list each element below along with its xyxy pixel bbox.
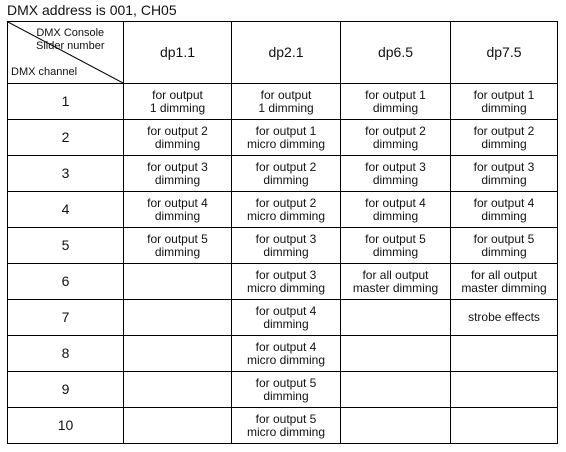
function-cell <box>124 372 232 408</box>
function-cell: for output 3 dimming <box>232 228 341 264</box>
channel-number-cell: 10 <box>8 408 124 444</box>
table-row <box>8 336 558 372</box>
function-cell: for output 1 micro dimming <box>232 120 341 156</box>
function-cell <box>341 372 451 408</box>
function-cell <box>451 336 558 372</box>
corner-label-channel: DMX channel <box>11 66 78 78</box>
table-row <box>8 300 558 336</box>
function-cell: for output 4 dimming <box>232 300 341 336</box>
channel-number-cell: 9 <box>8 372 124 408</box>
function-cell: strobe effects <box>451 300 558 336</box>
function-cell <box>341 408 451 444</box>
table-row <box>8 120 558 156</box>
column-header: dp2.1 <box>232 22 341 84</box>
function-cell: for output 2 dimming <box>451 120 558 156</box>
table-row <box>8 156 558 192</box>
function-cell: for output 5 dimming <box>341 228 451 264</box>
channel-number-cell: 1 <box>8 84 124 120</box>
channel-number-cell: 5 <box>8 228 124 264</box>
function-cell: for output 5 dimming <box>451 228 558 264</box>
page-title: DMX address is 001, CH05 <box>7 2 177 18</box>
function-cell: for output 1 dimming <box>124 84 232 120</box>
dmx-channel-table <box>7 21 558 444</box>
channel-number-cell: 2 <box>8 120 124 156</box>
function-cell <box>124 408 232 444</box>
function-cell: for output 4 dimming <box>341 192 451 228</box>
column-header: dp7.5 <box>451 22 558 84</box>
corner-label-slider: DMX Console Slider number <box>36 27 105 52</box>
function-cell: for output 3 micro dimming <box>232 264 341 300</box>
column-header: dp1.1 <box>124 22 232 84</box>
function-cell: for all output master dimming <box>341 264 451 300</box>
function-cell: for output 1 dimming <box>232 84 341 120</box>
channel-number-cell: 4 <box>8 192 124 228</box>
channel-number-cell: 3 <box>8 156 124 192</box>
function-cell: for output 5 dimming <box>232 372 341 408</box>
table-row <box>8 84 558 120</box>
column-header: dp6.5 <box>341 22 451 84</box>
function-cell: for output 3 dimming <box>341 156 451 192</box>
function-cell <box>451 372 558 408</box>
corner-header-cell <box>8 22 124 84</box>
table-row <box>8 264 558 300</box>
function-cell: for output 2 dimming <box>124 120 232 156</box>
function-cell <box>341 336 451 372</box>
table-row <box>8 192 558 228</box>
function-cell: for all output master dimming <box>451 264 558 300</box>
function-cell: for output 5 micro dimming <box>232 408 341 444</box>
function-cell: for output 5 dimming <box>124 228 232 264</box>
function-cell <box>124 300 232 336</box>
function-cell <box>124 264 232 300</box>
header-row <box>8 22 558 84</box>
function-cell: for output 1 dimming <box>451 84 558 120</box>
function-cell: for output 1 dimming <box>341 84 451 120</box>
table-row <box>8 372 558 408</box>
table-row <box>8 408 558 444</box>
table-row <box>8 228 558 264</box>
function-cell: for output 4 dimming <box>124 192 232 228</box>
function-cell: for output 2 dimming <box>232 156 341 192</box>
function-cell: for output 4 micro dimming <box>232 336 341 372</box>
function-cell: for output 2 micro dimming <box>232 192 341 228</box>
function-cell <box>341 300 451 336</box>
function-cell: for output 3 dimming <box>451 156 558 192</box>
function-cell <box>451 408 558 444</box>
channel-number-cell: 8 <box>8 336 124 372</box>
function-cell: for output 4 dimming <box>451 192 558 228</box>
function-cell <box>124 336 232 372</box>
function-cell: for output 2 dimming <box>341 120 451 156</box>
channel-number-cell: 7 <box>8 300 124 336</box>
channel-number-cell: 6 <box>8 264 124 300</box>
function-cell: for output 3 dimming <box>124 156 232 192</box>
